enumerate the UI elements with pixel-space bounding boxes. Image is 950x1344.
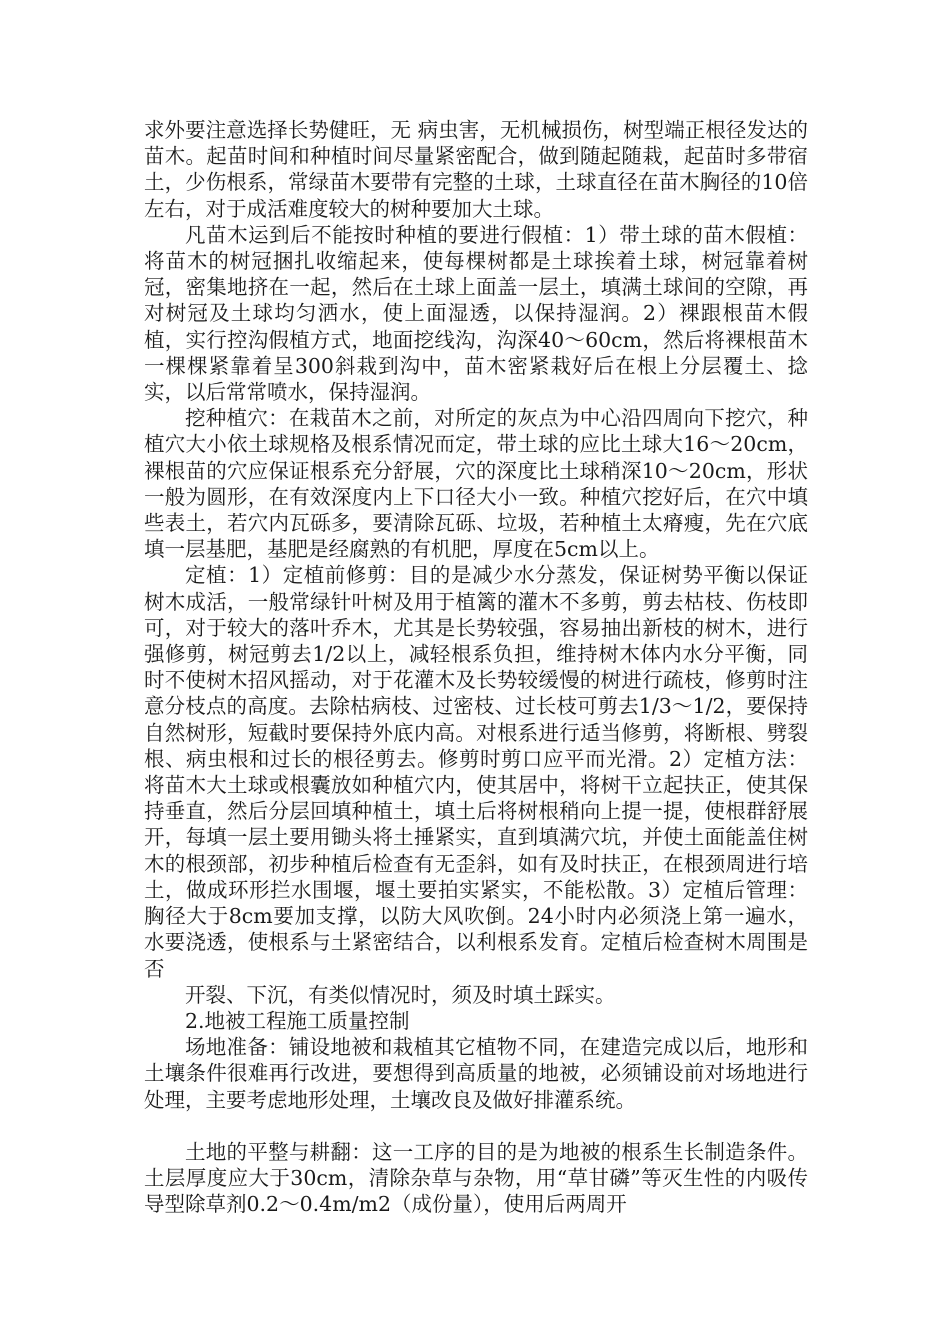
blank-line (144, 1113, 808, 1139)
section-heading-ground-cover: 2.地被工程施工质量控制 (185, 1008, 410, 1033)
document-body (144, 117, 808, 1218)
paragraph-land-leveling: 土地的平整与耕翻：这一工序的目的是为地被的根系生长制造条件。土层厚度应大于30cm，清除杂草与杂物，用“草甘磷”等灭生性的内吸传导型除草剂0.2～0.4m/m2（成份量），使用后两周开 (144, 1139, 808, 1217)
paragraph-site-preparation: 场地准备：铺设地被和栽植其它植物不同，在建造完成以后，地形和土壤条件很难再行改进，要想得到高质量的地被，必须铺设前对场地进行处理，主要考虑地形处理，土壤改良及做好排灌系统。 (144, 1035, 808, 1112)
paragraph-final-planting: 定植：1）定植前修剪：目的是减少水分蒸发，保证树势平衡以保证树木成活，一般常绿针叶树及用于植篱的灌木不多剪，剪去枯枝、伤枝即可，对于较大的落叶乔木，尤其是长势较强，容易抽出新枝的树木，进行强修剪，树冠剪去1/2以上，减轻根系负担，维持树木体内水分平衡，同时不使树木招风摇动，对于花灌木及长势较缓慢的树进行疏枝，修剪时注意分枝点的高度。去除枯病枝、过密枝、过长枝可剪去1/3～1/2，要保持自然树形，短截时要保持外底内高。对根系进行适当修剪，将断根、劈裂根、病虫根和过长的根径剪去。修剪时剪口应平而光滑。2）定植方法：将苗木大土球或根囊放如种植穴内，使其居中，将树干立起扶正，使其保持垂直，然后分层回填种植土，填土后将树根稍向上提一提，使根群舒展开，每填一层土要用锄头将土捶紧实，直到填满穴坑，并使土面能盖住树木的根颈部，初步种植后检查有无歪斜，如有及时扶正，在根颈周进行培土，做成环形拦水围堰，堰土要拍实紧实，不能松散。3）定植后管理：胸径大于8cm要加支撑，以防大风吹倒。24小时内必须浇上第一遍水，水要浇透，使根系与土紧密结合，以利根系发育。定植后检查树木周围是否 (144, 563, 808, 981)
paragraph-seedling-selection: 求外要注意选择长势健旺，无 病虫害，无机械损伤，树型端正根径发达的苗木。起苗时间和种植时间尽量紧密配合，做到随起随栽，起苗时多带宿土，少伤根系，常绿苗木要带有完整的土球，土球直径在苗木胸径的10倍左右，对于成活难度较大的树种要加大土球。 (144, 118, 808, 221)
paragraph-temporary-planting: 凡苗木运到后不能按时种植的要进行假植：1）带土球的苗木假植：将苗木的树冠捆扎收缩起来，使每棵树都是土球挨着土球，树冠靠着树冠，密集地挤在一起，然后在土球上面盖一层土，填满土球间的空隙，再对树冠及土球均匀洒水，使上面湿透，以保持湿润。2）裸跟根苗木假植，实行控沟假植方式，地面挖线沟，沟深40～60cm，然后将裸根苗木一棵棵紧靠着呈300斜栽到沟中，苗木密紧栽好后在根上分层覆土、捻实，以后常常喷水，保持湿润。 (144, 222, 808, 405)
paragraph-cracking-check: 开裂、下沉，有类似情况时，须及时填土踩实。 (185, 982, 616, 1007)
paragraph-planting-pit: 挖种植穴：在栽苗木之前，对所定的灰点为中心沿四周向下挖穴，种植穴大小依土球规格及根系情况而定，带土球的应比土球大16～20cm，裸根苗的穴应保证根系充分舒展，穴的深度比土球稍深10～20cm，形状一般为圆形，在有效深度内上下口径大小一致。种植穴挖好后，在穴中填些表土，若穴内瓦砾多，要清除瓦砾、垃圾，若种植土太瘠瘦，先在穴底填一层基肥，基肥是经腐熟的有机肥，厚度在5cm以上。 (144, 406, 808, 562)
